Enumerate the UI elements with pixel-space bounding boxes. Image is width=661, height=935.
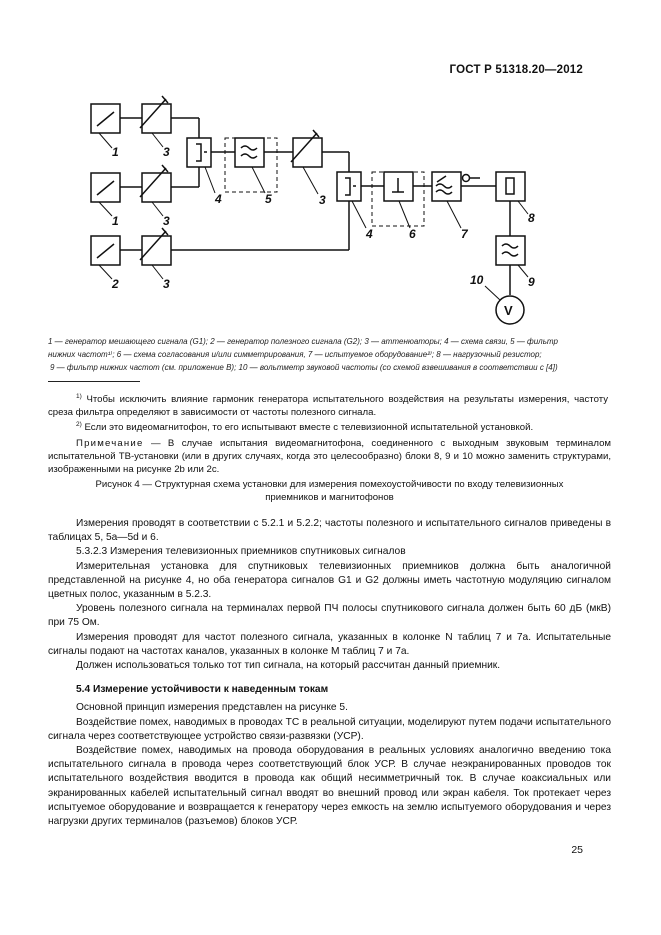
footnote-2-text: Если это видеомагнитофон, то его испытывают вместе с телевизионной испытательной установкой.: [84, 422, 534, 434]
label-7: 7: [461, 227, 468, 241]
paragraph-7: Основной принцип измерения представлен на рисунке 5.: [76, 702, 348, 714]
dut-7: [432, 172, 461, 201]
attenuator-3c: [140, 228, 171, 265]
note-label: Примечание: [76, 438, 144, 449]
paragraph-3: Измерительная установка для спутниковых телевизионных приемников должна быть аналогичной представленной на рисунке 4, но оба генератора сигналов G1 и G2 должны иметь частотную модуляцию сигналом цветных полос, указанным в 5.2.3.: [48, 560, 611, 601]
voltmeter-symbol: V: [504, 303, 513, 318]
figure-legend: [48, 335, 614, 374]
note-text: — В случае испытания видеомагнитофона, соединенного с выходным звуковым терминалом испытательной ТВ-установки (или в других случаях, когда это целесообразно) блоки 8, 9 и 10 можно заменить структурами, изображенными на рисунке 2b или 2c.: [48, 438, 611, 475]
standard-header: ГОСТ Р 51318.20—2012: [449, 64, 583, 76]
paragraph-6: Должен использоваться только тот тип сигнала, на который рассчитан данный приемник.: [76, 660, 501, 672]
label-4b: 4: [366, 227, 373, 241]
load-resistor-8: [496, 172, 525, 201]
paragraph-9: Воздействие помех, наводимых на провода оборудования в реальных условиях аналогично введению тока испытательного сигнала в провода через соответствующий блок УСР. В случае неэкранированных проводов ток испытательного воздействия вводится в провода как общий несимметричный ток. В случае коаксиальных или экранированных кабелей испытательный сигнал вводят во внешний провод или экран кабеля. Ток протекает через испытуемое оборудование и возвращается к генератору через емкость на землю испытуемого оборудования и через нагрузки других терминалов (разъемов) блоков УСР.: [48, 745, 611, 828]
label-3b: 3: [163, 214, 170, 228]
attenuator-3b: [140, 165, 171, 202]
label-3d: 3: [319, 193, 326, 207]
generator-1b: [91, 173, 120, 202]
section-5-3-2-3: 5.3.2.3 Измерения телевизионных приемников спутниковых сигналов: [76, 546, 406, 558]
footnote-1-mark: 1): [76, 393, 82, 400]
body-text: [48, 517, 611, 829]
legend-line-3: 9 — фильтр нижних частот (см. приложение В); 10 — вольтметр звуковой частоты (со схемой взвешивания в соответствии с [4]): [50, 363, 558, 372]
label-5: 5: [265, 192, 272, 206]
paragraph-8: Воздействие помех, наводимых в проводах ТС в реальной ситуации, моделируют путем подачи испытательного сигнала через соответствующее устройство связи-развязки (УСР).: [48, 716, 611, 742]
attenuator-3d: [291, 130, 322, 167]
footnote-divider: [48, 381, 140, 382]
caption-line-2: приемников и магнитофонов: [265, 492, 394, 503]
label-1b: 1: [112, 214, 119, 228]
block-diagram: [0, 0, 661, 330]
label-6: 6: [409, 227, 416, 241]
label-2: 2: [112, 277, 119, 291]
label-8: 8: [528, 211, 535, 225]
footnote-1-text: Чтобы исключить влияние гармоник генератора испытательного воздействия на результаты измерения, частоту среза фильтра определяют в зависимости от частоты полезного сигнала.: [48, 394, 608, 419]
label-3c: 3: [163, 277, 170, 291]
footnote-2-mark: 2): [76, 421, 82, 428]
caption-line-1: Рисунок 4 — Структурная схема установки для измерения помехоустойчивости по входу телевизионных: [95, 479, 564, 490]
label-10: 10: [470, 273, 484, 287]
coupling-4a: [187, 138, 211, 167]
legend-line-2: нижних частот¹⁾; 6 — схема согласования и/или симметрирования, 7 — испытуемое оборудование²⁾; 8 — нагрузочный резистор;: [48, 350, 542, 359]
label-3a: 3: [163, 145, 170, 159]
paragraph-4: Уровень полезного сигнала на терминалах первой ПЧ полосы спутникового сигнала должен быть 60 дБ (мкВ) при 75 Ом.: [48, 603, 611, 629]
paragraph-1: Измерения проводят в соответствии с 5.2.1 и 5.2.2; частоты полезного и испытательного сигналов приведены в таблицах 5, 5а—5d и 6.: [48, 518, 611, 544]
generator-1a: [91, 104, 120, 133]
label-4a: 4: [215, 192, 222, 206]
coupling-4b: [337, 172, 361, 201]
footnote-2: [48, 418, 608, 434]
attenuator-3a: [140, 96, 171, 133]
filter-5: [235, 138, 264, 167]
filter-9: [496, 236, 525, 265]
footnote-1: [48, 390, 608, 419]
label-9: 9: [528, 275, 535, 289]
figure-caption: [48, 478, 611, 504]
section-5-4-heading: 5.4 Измерение устойчивости к наведенным токам: [76, 684, 329, 696]
figure-note: [48, 437, 611, 476]
matching-6: [384, 172, 413, 201]
label-1a: 1: [112, 145, 119, 159]
page-number: 25: [571, 844, 583, 856]
generator-2: [91, 236, 120, 265]
paragraph-5: Измерения проводят для частот полезного сигнала, указанных в колонке N таблиц 7 и 7а. Испытательные сигналы подают на частотах каналов, указанных в колонке M таблиц 7 и 7а.: [48, 631, 611, 657]
legend-line-1: 1 — генератор мешающего сигнала (G1); 2 — генератор полезного сигнала (G2); 3 — аттенюаторы; 4 — схема связи, 5 — фильтр: [48, 337, 558, 346]
